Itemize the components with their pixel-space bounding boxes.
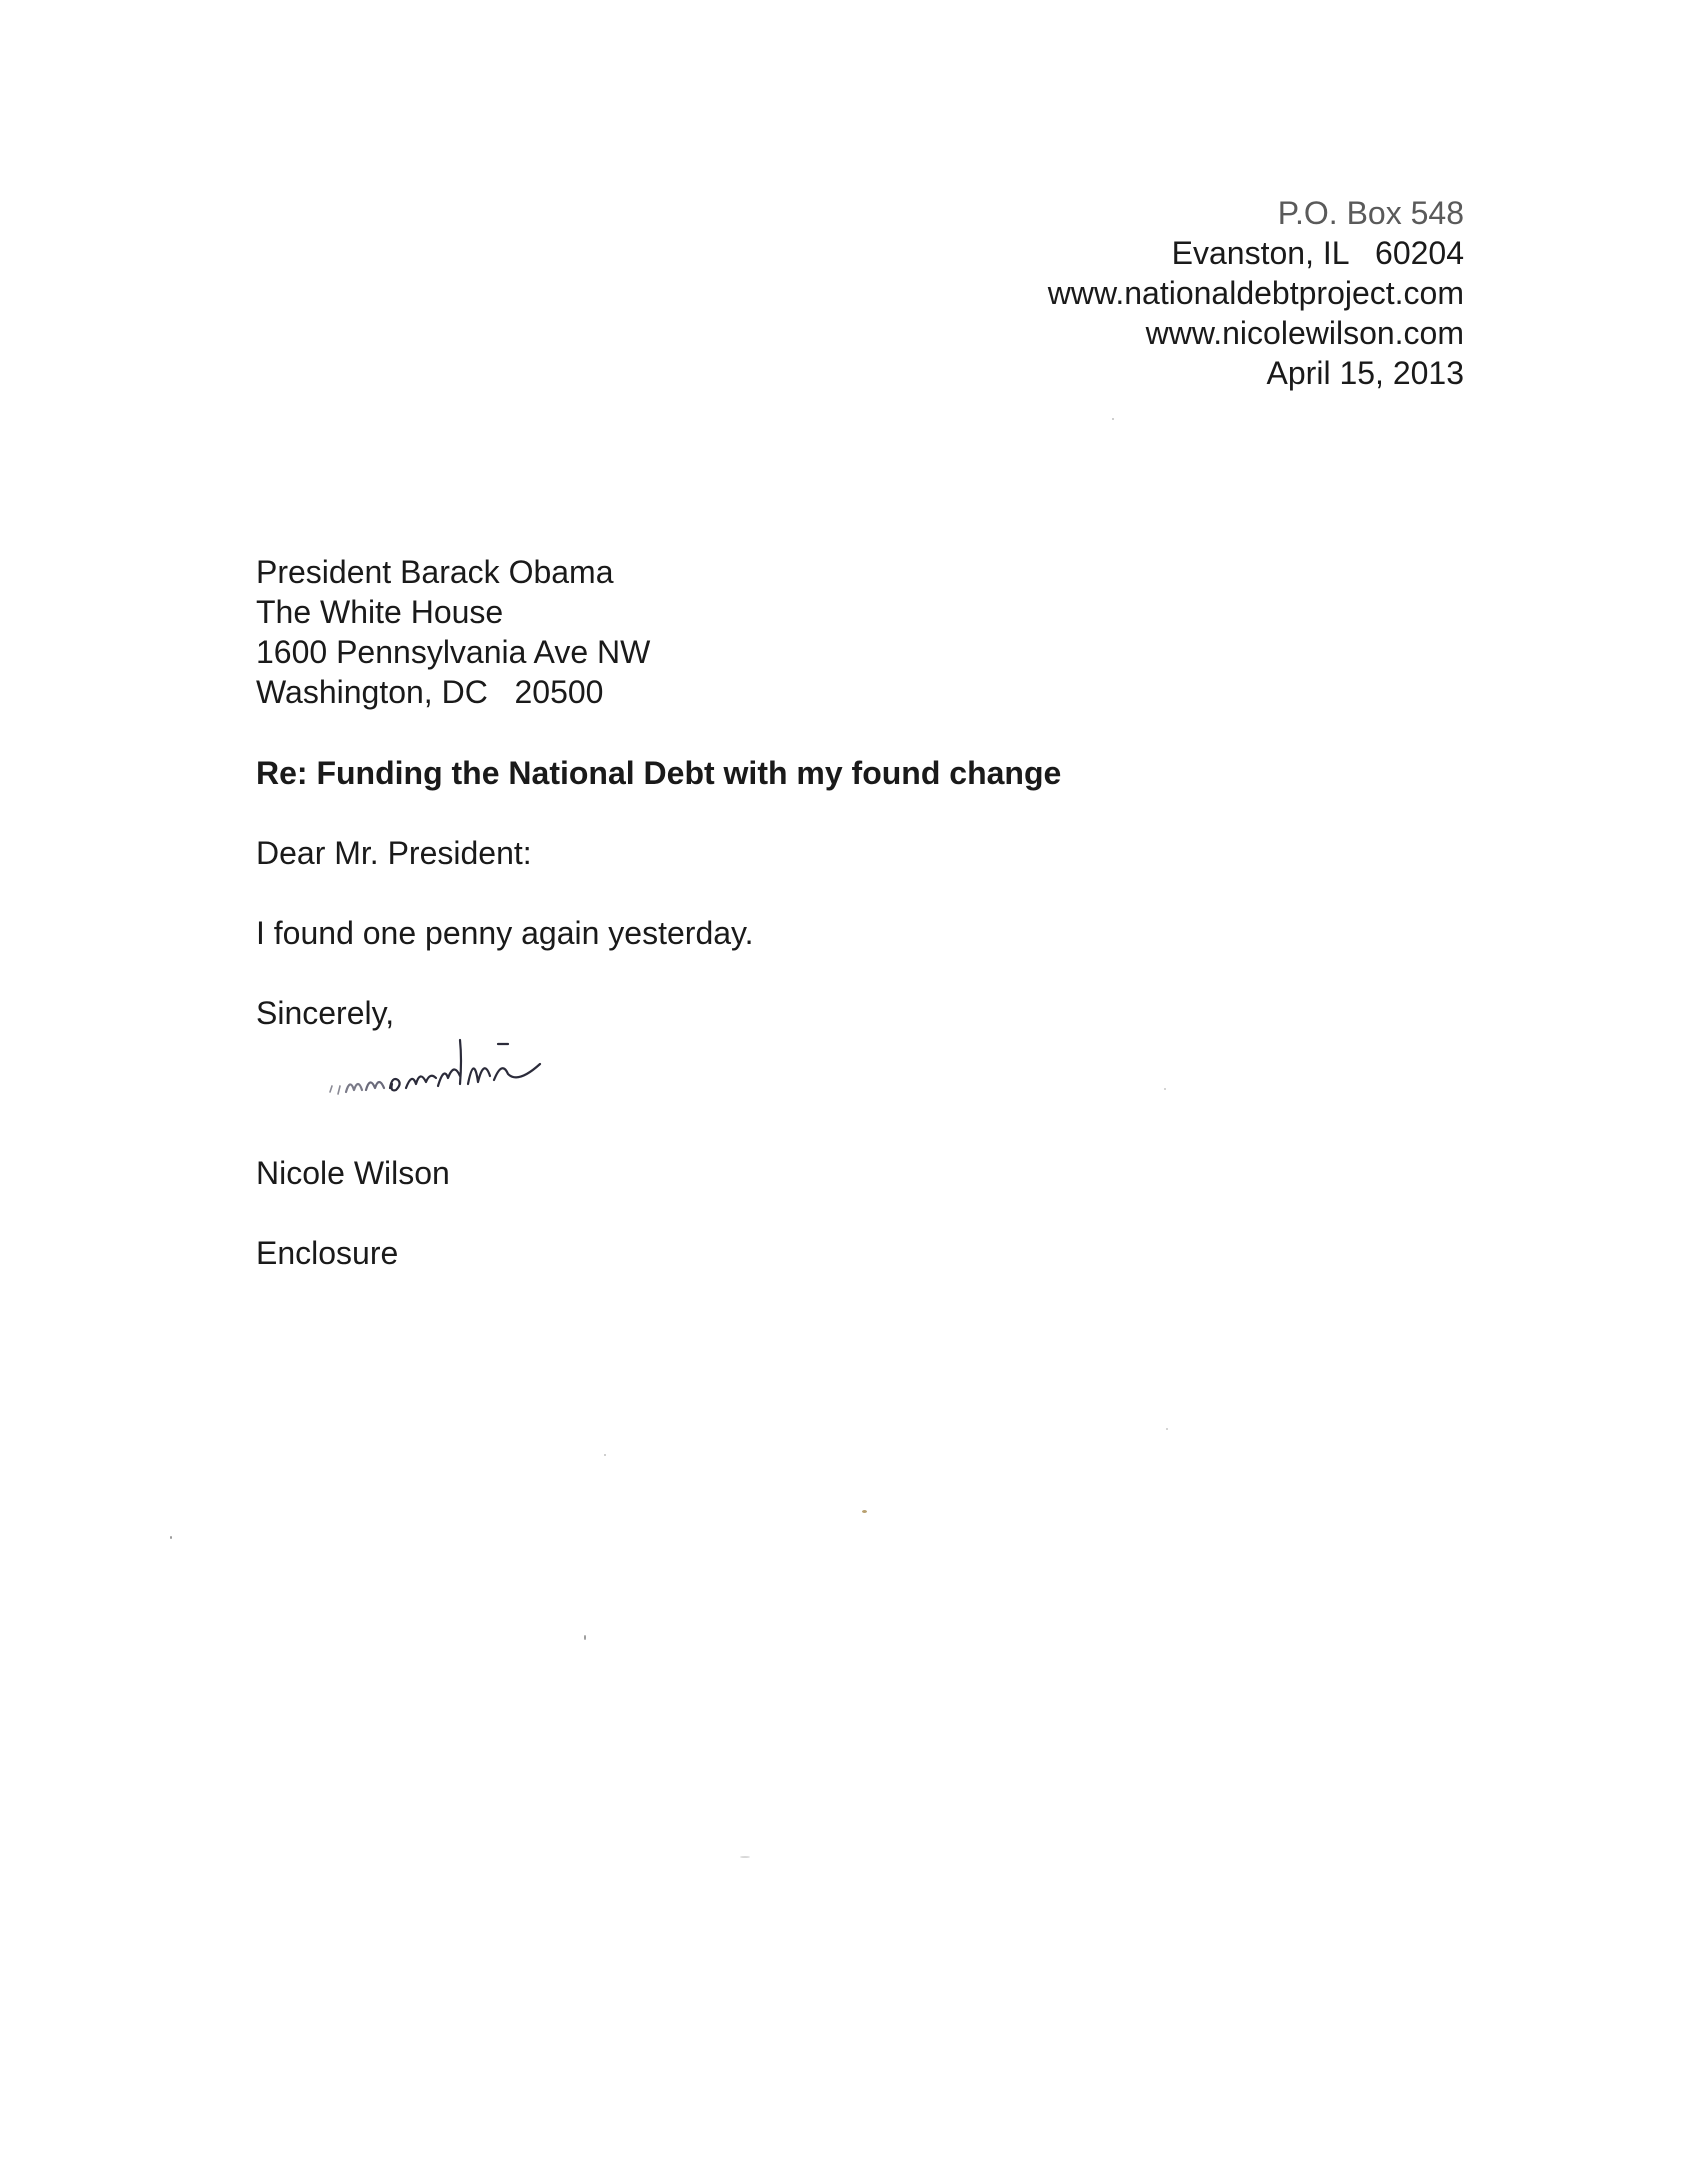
enclosure-note: Enclosure: [256, 1235, 399, 1271]
closing: Sincerely,: [256, 995, 395, 1031]
handwritten-signature: [310, 1000, 630, 1120]
sender-website-2: www.nicolewilson.com: [1145, 315, 1464, 351]
scan-speck: [1164, 1088, 1166, 1090]
scan-speck: [584, 1635, 586, 1640]
subject-line: Re: Funding the National Debt with my found change: [256, 755, 1062, 791]
sender-website-1: www.nationaldebtproject.com: [1047, 275, 1464, 311]
sender-address-block: [1048, 193, 1464, 393]
scan-speck: [1112, 418, 1114, 420]
recipient-street: 1600 Pennsylvania Ave NW: [256, 634, 651, 670]
recipient-org: The White House: [256, 594, 504, 630]
salutation: Dear Mr. President:: [256, 835, 532, 871]
signer-name: Nicole Wilson: [256, 1155, 450, 1191]
scan-speck: [862, 1510, 867, 1513]
recipient-city-line: Washington, DC 20500: [256, 674, 604, 710]
scan-speck: [170, 1536, 172, 1539]
sender-po-box: P.O. Box 548: [1277, 195, 1464, 231]
letter-body: I found one penny again yesterday.: [256, 915, 754, 951]
letter-date: April 15, 2013: [1266, 355, 1464, 391]
scan-speck: [1166, 1428, 1168, 1430]
recipient-name: President Barack Obama: [256, 554, 614, 590]
scan-speck: [604, 1454, 606, 1456]
sender-city-line: Evanston, IL 60204: [1171, 235, 1464, 271]
recipient-address-block: [256, 552, 650, 712]
scan-speck: [740, 1856, 750, 1858]
